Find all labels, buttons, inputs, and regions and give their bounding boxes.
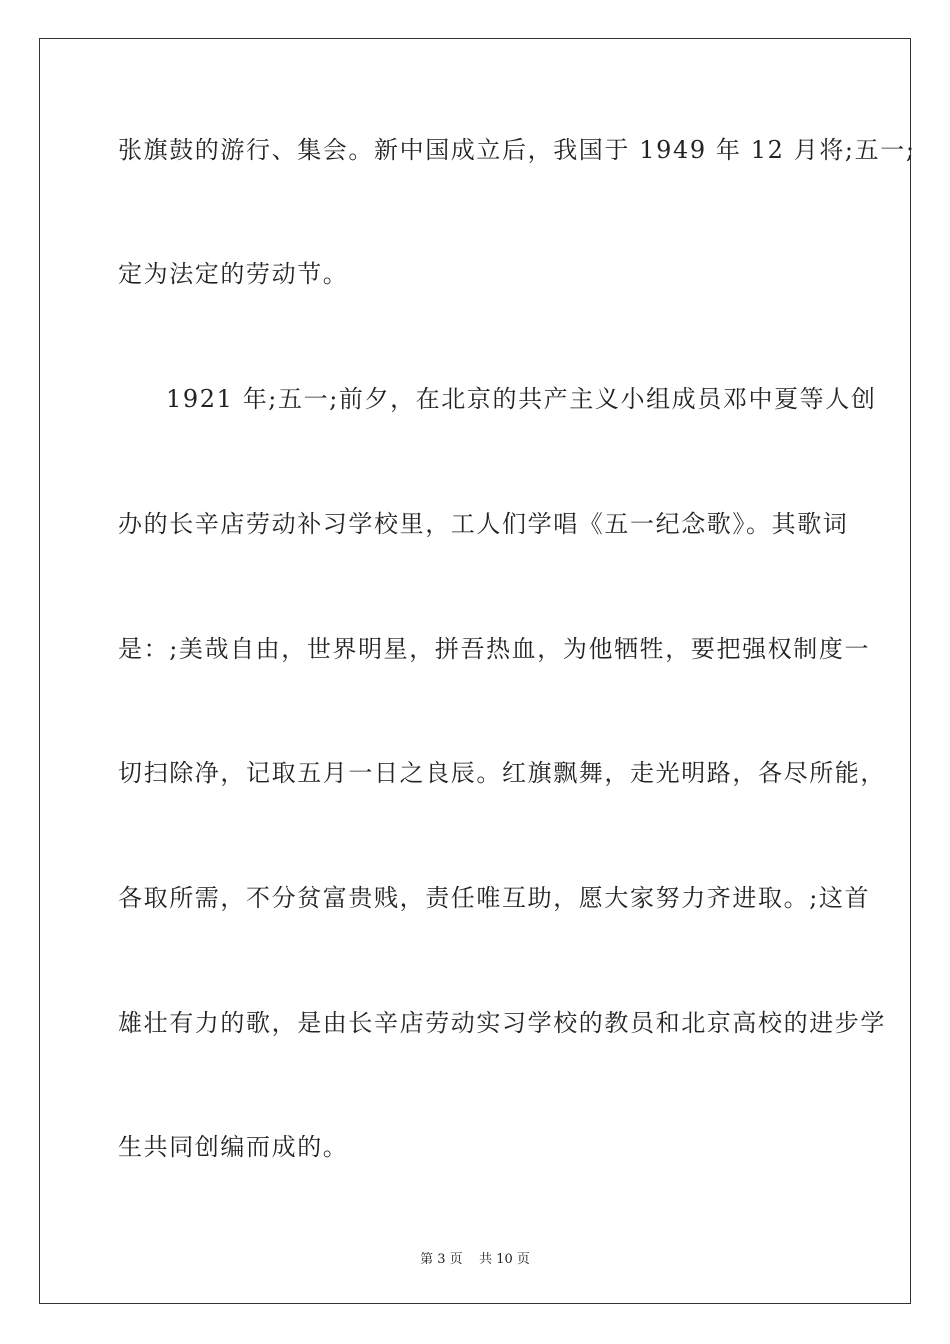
paragraph-line: 各取所需，不分贫富贵贱，责任唯互助，愿大家努力齐进取。;这首	[118, 884, 871, 912]
paragraph-line: 生共同创编而成的。	[118, 1133, 349, 1161]
paragraph-line: 是：;美哉自由，世界明星，拼吾热血，为他牺牲，要把强权制度一	[118, 635, 871, 663]
page-frame	[39, 38, 916, 1304]
paragraph-line: 定为法定的劳动节。	[118, 260, 349, 288]
paragraph-line: 办的长辛店劳动补习学校里，工人们学唱《五一纪念歌》。其歌词	[118, 510, 849, 538]
paragraph-line: 1921 年;五一;前夕，在北京的共产主义小组成员邓中夏等人创	[166, 385, 877, 413]
paragraph-line: 切扫除净，记取五月一日之良辰。红旗飘舞，走光明路，各尽所能，	[118, 759, 886, 787]
paragraph-line: 张旗鼓的游行、集会。新中国成立后，我国于 1949 年 12 月将;五一;	[118, 136, 916, 164]
page-number-footer: 第 3 页 共 10 页	[420, 1252, 530, 1267]
paragraph-line: 雄壮有力的歌，是由长辛店劳动实习学校的教员和北京高校的进步学	[118, 1009, 886, 1037]
